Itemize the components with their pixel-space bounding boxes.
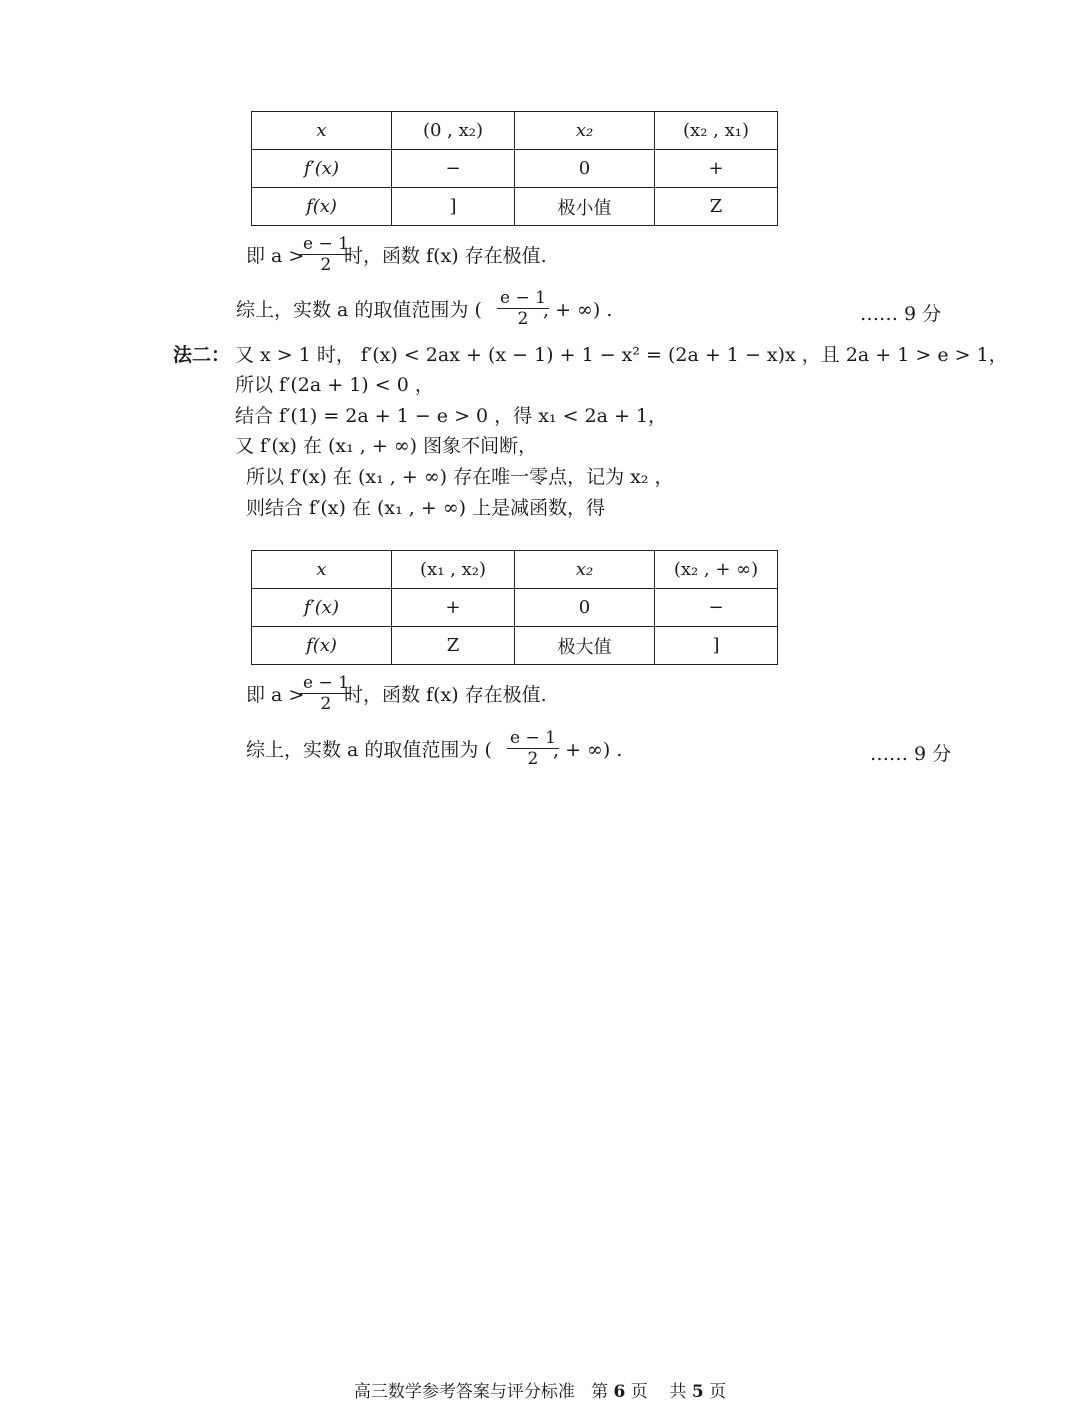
proof-line: 结合 f′(1) = 2a + 1 − e > 0 ，得 x₁ < 2a + 1， bbox=[235, 405, 668, 427]
condition-suffix: 时，函数 f(x) 存在极值. bbox=[344, 245, 547, 267]
table-cell: x₂ bbox=[515, 112, 655, 150]
table-cell: 极大值 bbox=[515, 627, 655, 665]
footer-title: 高三数学参考答案与评分标准 bbox=[353, 1382, 575, 1402]
total-unit: 页 bbox=[709, 1382, 727, 1402]
table-cell: x bbox=[252, 112, 392, 150]
table-cell: x bbox=[252, 551, 392, 589]
proof-line: 所以 f′(2a + 1) < 0 ， bbox=[235, 374, 434, 396]
proof-line: 又 f′(x) 在 (x₁ , + ∞) 图象不间断， bbox=[235, 435, 538, 457]
fraction-denominator: 2 bbox=[527, 749, 539, 769]
fraction-numerator: e − 1 bbox=[507, 728, 559, 749]
table-cell: − bbox=[392, 150, 515, 188]
table-cell: f′(x) bbox=[252, 150, 392, 188]
condition-prefix: 即 a > bbox=[246, 684, 305, 706]
condition-prefix: 即 a > bbox=[246, 245, 305, 267]
table-cell: + bbox=[655, 150, 778, 188]
table-row bbox=[252, 551, 778, 589]
conclusion-suffix: , + ∞) . bbox=[553, 739, 623, 761]
total-label: 共 bbox=[669, 1382, 687, 1402]
page-number: 6 bbox=[613, 1382, 626, 1402]
conclusion-suffix: , + ∞) . bbox=[543, 299, 613, 321]
fraction-denominator: 2 bbox=[320, 694, 332, 714]
conclusion-prefix: 综上，实数 a 的取值范围为 ( bbox=[236, 299, 482, 321]
table-cell: + bbox=[392, 589, 515, 627]
page-label: 第 bbox=[591, 1382, 609, 1402]
fraction-denominator: 2 bbox=[320, 255, 332, 275]
page-unit: 页 bbox=[630, 1382, 648, 1402]
table-cell: f′(x) bbox=[252, 589, 392, 627]
proof-line: 则结合 f′(x) 在 (x₁ , + ∞) 上是减函数，得 bbox=[246, 497, 606, 519]
table-row bbox=[252, 150, 778, 188]
table-cell: (x₂ , x₁) bbox=[655, 112, 778, 150]
table-cell: f(x) bbox=[252, 188, 392, 226]
table-cell: f(x) bbox=[252, 627, 392, 665]
score-label: …… 9 分 bbox=[870, 743, 952, 765]
fraction bbox=[507, 728, 559, 769]
table-row bbox=[252, 627, 778, 665]
table-row bbox=[252, 589, 778, 627]
variation-table-1 bbox=[251, 111, 778, 226]
score-label: …… 9 分 bbox=[860, 303, 942, 325]
proof-line: 又 x > 1 时， f′(x) < 2ax + (x − 1) + 1 − x² = (2a + 1 − x)x ，且 2a + 1 > e > 1， bbox=[235, 344, 1008, 366]
table-cell: − bbox=[655, 589, 778, 627]
table-cell: 0 bbox=[515, 150, 655, 188]
fraction-numerator: e − 1 bbox=[300, 234, 352, 255]
fraction-denominator: 2 bbox=[517, 309, 529, 329]
conclusion-prefix: 综上，实数 a 的取值范围为 ( bbox=[246, 739, 492, 761]
table-cell: Z bbox=[655, 188, 778, 226]
table-cell: (0 , x₂) bbox=[392, 112, 515, 150]
fraction-numerator: e − 1 bbox=[300, 673, 352, 694]
proof-line: 所以 f′(x) 在 (x₁ , + ∞) 存在唯一零点，记为 x₂ ， bbox=[246, 466, 674, 488]
table-cell: 极小值 bbox=[515, 188, 655, 226]
table-cell: (x₂ , + ∞) bbox=[655, 551, 778, 589]
table-cell: ] bbox=[392, 188, 515, 226]
method-heading: 法二： bbox=[173, 344, 231, 366]
table-cell: x₂ bbox=[515, 551, 655, 589]
condition-suffix: 时，函数 f(x) 存在极值. bbox=[344, 684, 547, 706]
page-footer bbox=[0, 1377, 1080, 1402]
table-cell: ] bbox=[655, 627, 778, 665]
table-cell: Z bbox=[392, 627, 515, 665]
table-cell: 0 bbox=[515, 589, 655, 627]
variation-table-2 bbox=[251, 550, 778, 665]
table-row bbox=[252, 112, 778, 150]
total-pages: 5 bbox=[691, 1382, 704, 1402]
table-cell: (x₁ , x₂) bbox=[392, 551, 515, 589]
table-row bbox=[252, 188, 778, 226]
fraction bbox=[497, 288, 549, 329]
fraction-numerator: e − 1 bbox=[497, 288, 549, 309]
